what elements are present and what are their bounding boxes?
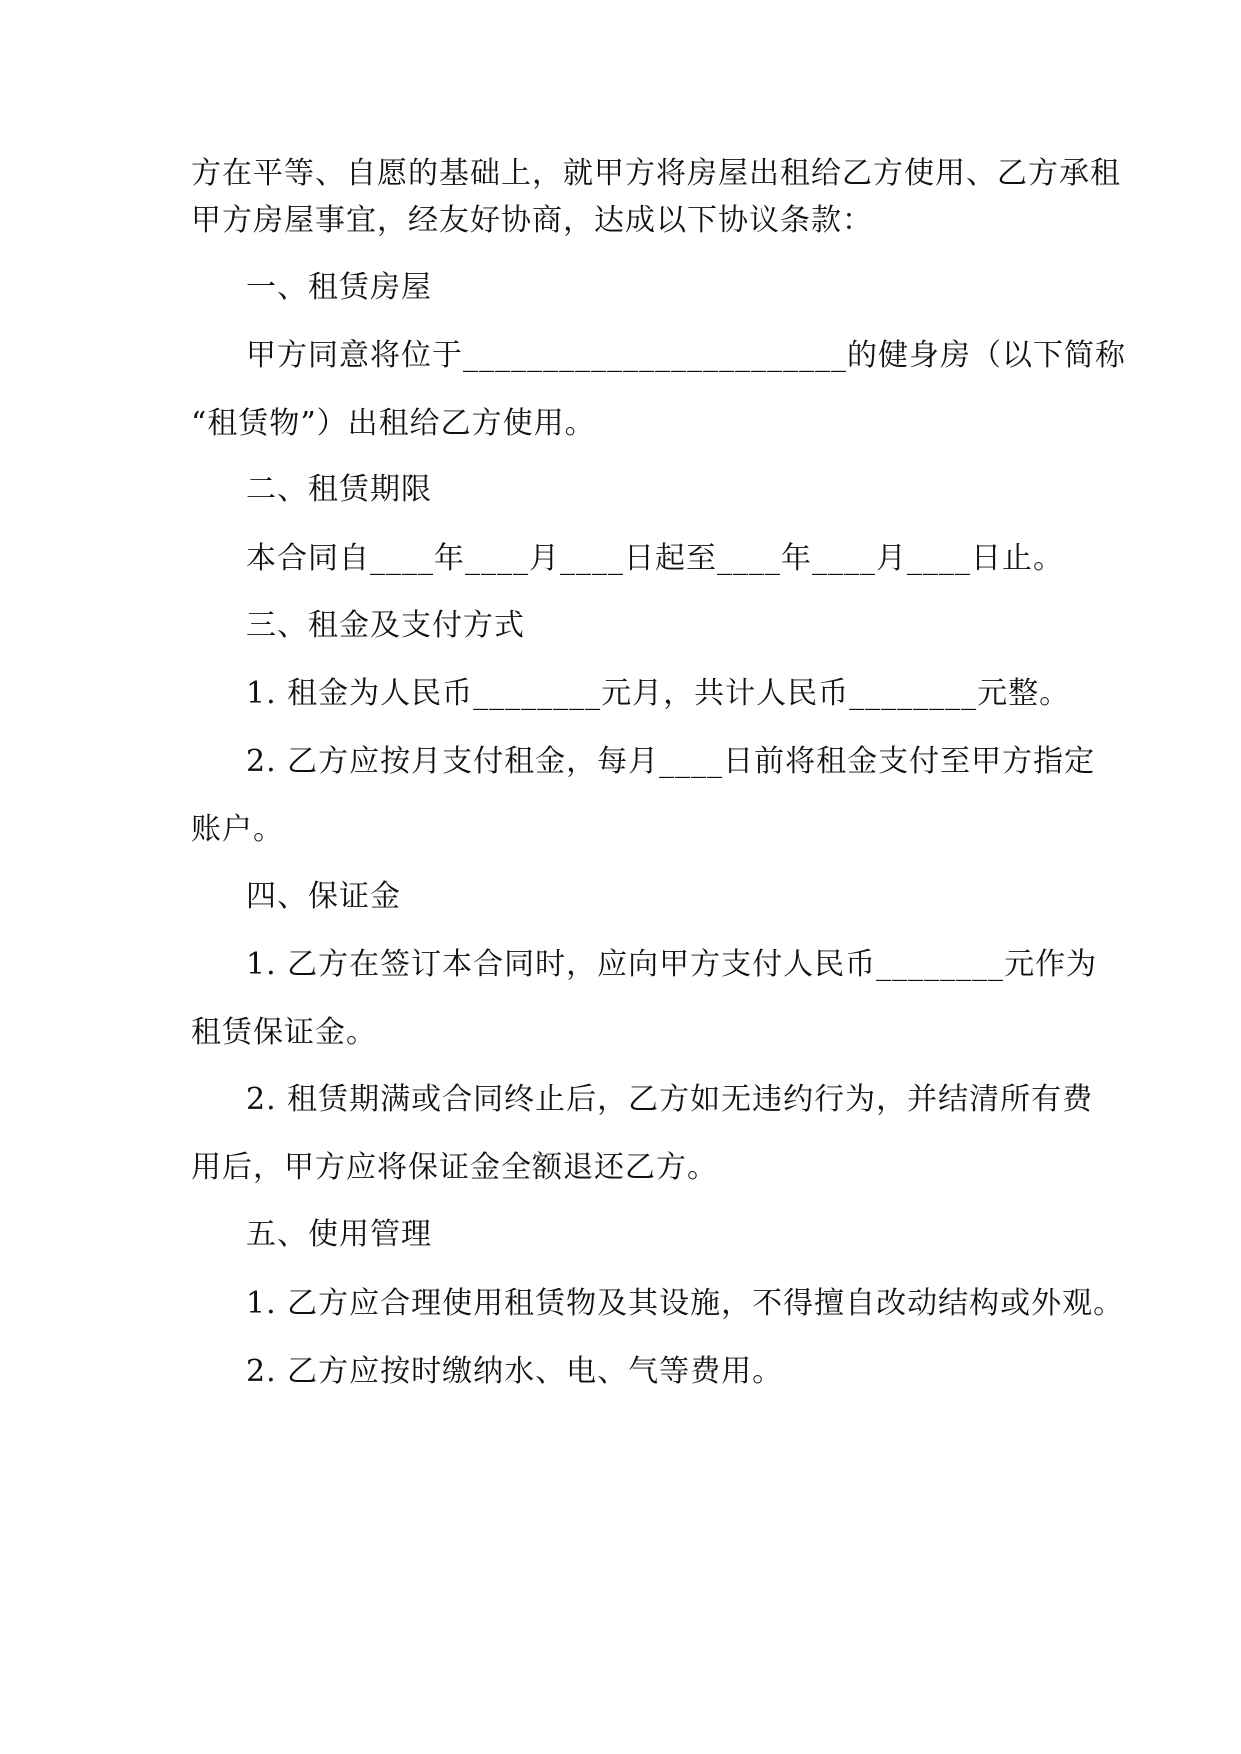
list-item: 2. 乙方应按时缴纳水、电、气等费用。 [246,1354,784,1389]
list-item: 1. 乙方在签订本合同时，应向甲方支付人民币________元作为 [246,947,1098,982]
section-heading-5: 五、使用管理 [246,1217,432,1252]
section-heading-1: 一、租赁房屋 [246,270,432,305]
list-item: 1. 租金为人民币________元月，共计人民币________元整。 [246,676,1071,711]
section-heading-4: 四、保证金 [246,879,401,914]
list-item: 2. 租赁期满或合同终止后，乙方如无违约行为，并结清所有费 [246,1082,1094,1117]
paragraph-line: 甲方同意将位于________________________的健身房（以下简称 [246,338,1126,373]
paragraph-line: 租赁保证金。 [191,1015,377,1050]
section-heading-2: 二、租赁期限 [246,472,432,507]
paragraph-line: 账户。 [191,812,284,847]
paragraph-line: 甲方房屋事宜，经友好协商，达成以下协议条款： [191,203,873,238]
list-item: 1. 乙方应合理使用租赁物及其设施，不得擅自改动结构或外观。 [246,1286,1125,1321]
paragraph-line: 本合同自____年____月____日起至____年____月____日止。 [246,541,1064,576]
paragraph-line: 方在平等、自愿的基础上，就甲方将房屋出租给乙方使用、乙方承租 [191,156,1121,191]
paragraph-line: 用后，甲方应将保证金全额退还乙方。 [191,1150,718,1185]
list-item: 2. 乙方应按月支付租金，每月____日前将租金支付至甲方指定 [246,744,1096,779]
section-heading-3: 三、租金及支付方式 [246,608,525,643]
paragraph-line: “租赁物”）出租给乙方使用。 [191,406,596,441]
